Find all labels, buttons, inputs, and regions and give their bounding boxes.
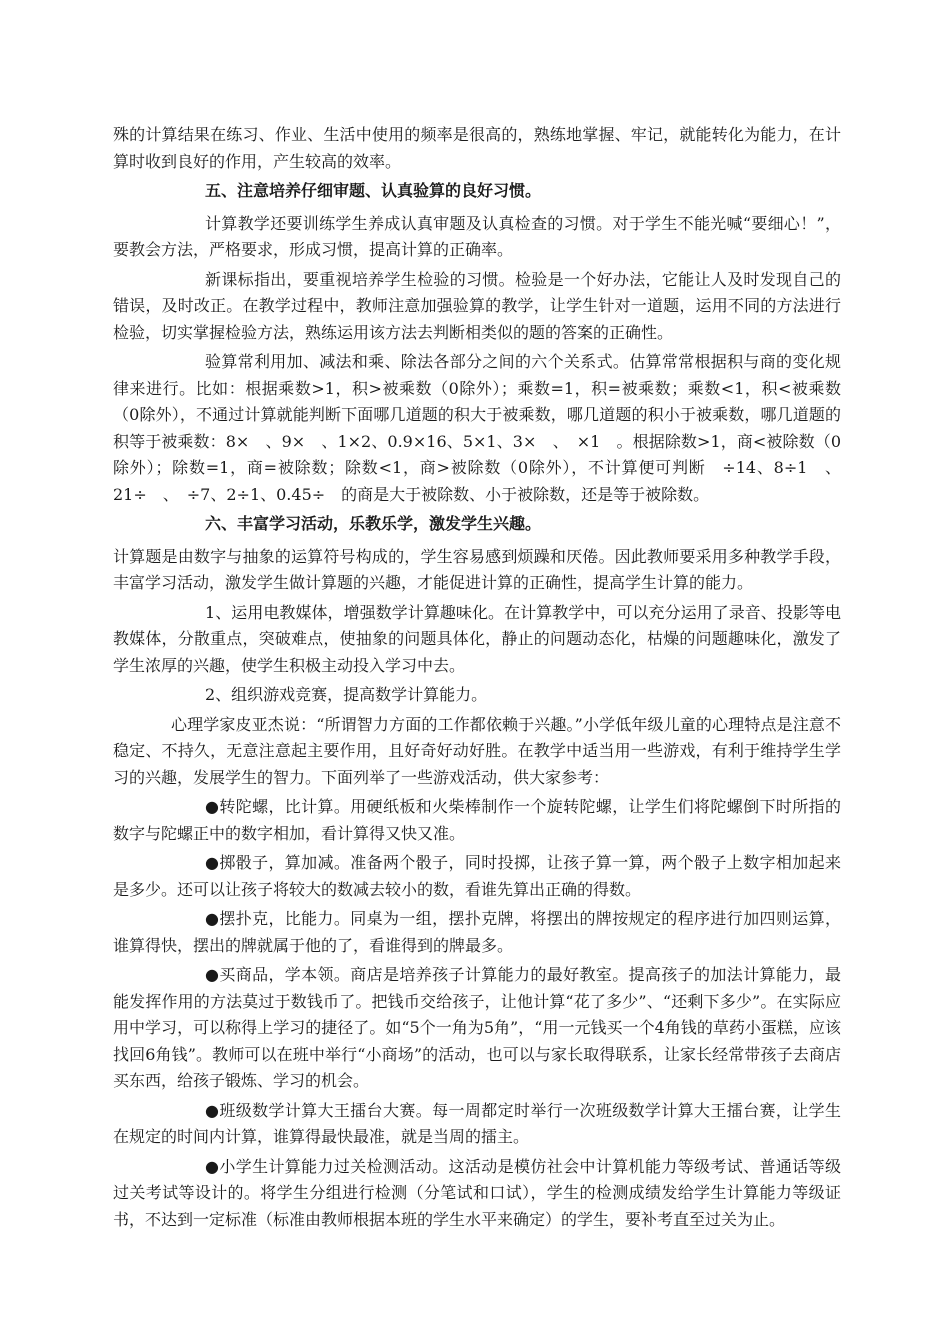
bullet-item: ●买商品，学本领。商店是培养孩子计算能力的最好教室。提高孩子的加法计算能力，最能发挥作用的方法莫过于数钱币了。把钱币交给孩子，让他计算“花了多少”、“还剩下多少”。在实际应用中学习，可以称得上学习的捷径了。如“5个一角为5角”，“用一元钱买一个4角钱的草药小蛋糕，应该找回6角钱”。教师可以在班中举行“小商场”的活动，也可以与家长取得联系，让家长经常带孩子去商店买东西，给孩子锻炼、学习的机会。: [113, 965, 841, 1090]
section-heading-5: 五、注意培养仔细审题、认真验算的良好习惯。: [205, 181, 542, 200]
paragraph: 新课标指出，要重视培养学生检验的习惯。检验是一个好办法，它能让人及时发现自己的错误，及时改正。在教学过程中，教师注意加强验算的教学，让学生针对一道题，运用不同的方法进行检验，切实掌握检验方法，熟练运用该方法去判断相类似的题的答案的正确性。: [113, 269, 841, 342]
bullet-item: ●掷骰子，算加减。准备两个骰子，同时投掷，让孩子算一算，两个骰子上数字相加起来是多少。还可以让孩子将较大的数减去较小的数，看谁先算出正确的得数。: [113, 853, 841, 899]
paragraph: 计算题是由数字与抽象的运算符号构成的，学生容易感到烦躁和厌倦。因此教师要采用多种教学手段，丰富学习活动，激发学生做计算题的兴趣，才能促进计算的正确性，提高学生计算的能力。: [113, 546, 841, 592]
bullet-item: ●转陀螺，比计算。用硬纸板和火柴棒制作一个旋转陀螺，让学生们将陀螺倒下时所指的数字与陀螺正中的数字相加，看计算得又快又准。: [113, 797, 841, 843]
document-body: [113, 122, 841, 1236]
paragraph: 2、组织游戏竞赛，提高数学计算能力。: [205, 685, 488, 704]
bullet-item: ●班级数学计算大王擂台大赛。每一周都定时举行一次班级数学计算大王擂台赛，让学生在规定的时间内计算，谁算得最快最准，就是当周的擂主。: [113, 1100, 841, 1146]
paragraph: 验算常利用加、减法和乘、除法各部分之间的六个关系式。估算常常根据积与商的变化规律来进行。比如：根据乘数>1，积>被乘数（0除外）；乘数=1，积=被乘数；乘数<1，积<被乘数（0除外），不通过计算就能判断下面哪几道题的积大于被乘数，哪几道题的积小于被乘数，哪几道题的积等于被乘数：8× 、9× 、1×2、0.9×16、5×1、3× 、 ×1 。根据除数>1，商<被除数（0除外）；除数=1，商=被除数；除数<1，商>被除数（0除外），不计算便可判断 ÷14、8÷1 、21÷ 、 ÷7、2÷1、0.45÷ 的商是大于被除数、小于被除数，还是等于被除数。: [113, 352, 841, 504]
paragraph-continuation: 殊的计算结果在练习、作业、生活中使用的频率是很高的，熟练地掌握、牢记，就能转化为能力，在计算时收到良好的作用，产生较高的效率。: [113, 125, 841, 171]
paragraph: 计算教学还要训练学生养成认真审题及认真检查的习惯。对于学生不能光喊“要细心！”，要教会方法，严格要求，形成习惯，提高计算的正确率。: [113, 213, 841, 259]
section-heading-6: 六、丰富学习活动，乐教乐学，激发学生兴趣。: [205, 514, 542, 533]
bullet-item: ●小学生计算能力过关检测活动。这活动是模仿社会中计算机能力等级考试、普通话等级过关考试等设计的。将学生分组进行检测（分笔试和口试），学生的检测成绩发给学生计算能力等级证书，不达到一定标准（标准由教师根据本班的学生水平来确定）的学生，要补考直至过关为止。: [113, 1156, 841, 1229]
paragraph: 1、运用电教媒体，增强数学计算趣味化。在计算教学中，可以充分运用了录音、投影等电教媒体，分散重点，突破难点，使抽象的问题具体化，静止的问题动态化，枯燥的问题趣味化，激发了学生浓厚的兴趣，使学生积极主动投入学习中去。: [113, 602, 841, 675]
paragraph: 心理学家皮亚杰说：“所谓智力方面的工作都依赖于兴趣。”小学低年级儿童的心理特点是注意不稳定、不持久，无意注意起主要作用，且好奇好动好胜。在教学中适当用一些游戏，有利于维持学生学习的兴趣，发展学生的智力。下面列举了一些游戏活动，供大家参考：: [113, 714, 841, 787]
bullet-item: ●摆扑克，比能力。同桌为一组，摆扑克牌，将摆出的牌按规定的程序进行加四则运算，谁算得快，摆出的牌就属于他的了，看谁得到的牌最多。: [113, 909, 841, 955]
